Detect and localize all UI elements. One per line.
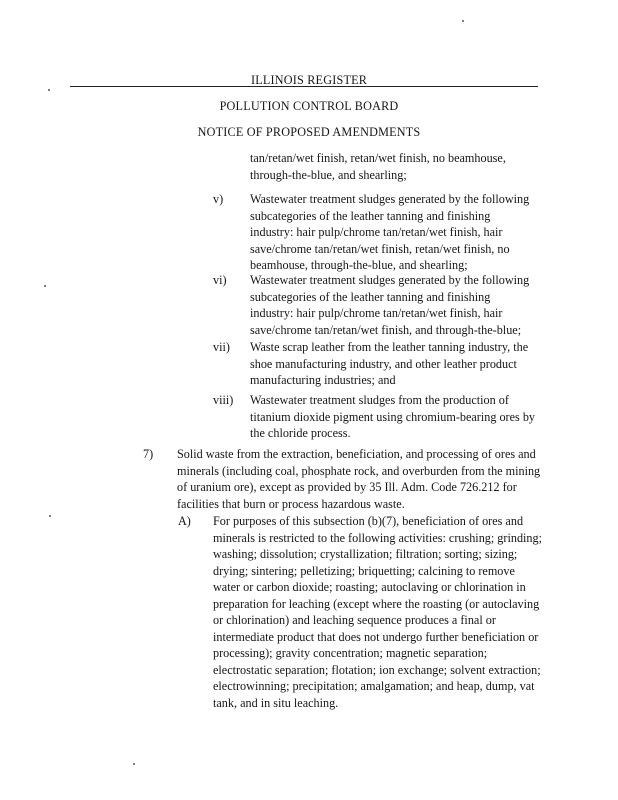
item-v-text: Wastewater treatment sludges generated by the following subcategories of the leather tanning and finishing industry: hair pulp/chrome tan/retan/wet finish, hair save/chrome tan/retan/wet finish, retan/wet finish, no beamhouse, through-the-blue, and shearling; bbox=[250, 192, 530, 272]
continuation-text: tan/retan/wet finish, retan/wet finish, no beamhouse, through-the-blue, and shearling; bbox=[250, 151, 506, 182]
item-A-label: A) bbox=[178, 514, 191, 528]
scan-speck bbox=[462, 20, 464, 22]
item-vii-text: Waste scrap leather from the leather tanning industry, the shoe manufacturing industry, and other leather product manufacturing industries; and bbox=[250, 340, 529, 387]
item-vii-label: vii) bbox=[213, 340, 230, 354]
item-vi-text: Wastewater treatment sludges generated by the following subcategories of the leather tanning and finishing industry: hair pulp/chrome tan/retan/wet finish, hair save/chrome tan/retan/wet finish, and through-the-blue; bbox=[250, 273, 530, 337]
scan-speck bbox=[44, 285, 46, 287]
board-header: POLLUTION CONTROL BOARD bbox=[219, 99, 399, 113]
item-A-text: For purposes of this subsection (b)(7), beneficiation of ores and minerals is restricted to the following activities: crushing; grinding; washing; dissolution; crystallization; filtration; sorting; sizing; drying; sintering; pelletizing; briquetting; calcining to remove water or carbon dioxide; roasting; autoclaving or chlorination in preparation for leaching (except where the roasting (or autoclaving or chlorination) and leaching sequence produces a final or intermediate product that does not undergo further beneficiation or processing); gravity concentration; magnetic separation; electrostatic separation; flotation; ion exchange; solvent extraction; electrowinning; precipitation; amalgamation; and heap, dump, vat tank, and in situ leaching. bbox=[213, 514, 542, 710]
notice-header: NOTICE OF PROPOSED AMENDMENTS bbox=[197, 125, 421, 139]
item-viii-text: Wastewater treatment sludges from the production of titanium dioxide pigment using chromium-bearing ores by the chloride process. bbox=[250, 393, 536, 440]
item-viii-label: viii) bbox=[213, 393, 234, 407]
register-header: ILLINOIS REGISTER bbox=[250, 73, 368, 87]
item-v-label: v) bbox=[213, 192, 224, 206]
scan-speck bbox=[49, 515, 51, 517]
scan-speck bbox=[48, 89, 50, 91]
item-vi-label: vi) bbox=[213, 273, 227, 287]
header-rule bbox=[70, 86, 538, 87]
scan-speck bbox=[133, 763, 135, 765]
item-7-text: Solid waste from the extraction, beneficiation, and processing of ores and minerals (including coal, phosphate rock, and overburden from the mining of uranium ore), except as provided by 35 Ill. Adm. Code 726.212 for facilities that burn or process hazardous waste. bbox=[177, 447, 541, 511]
item-7-label: 7) bbox=[143, 447, 154, 461]
